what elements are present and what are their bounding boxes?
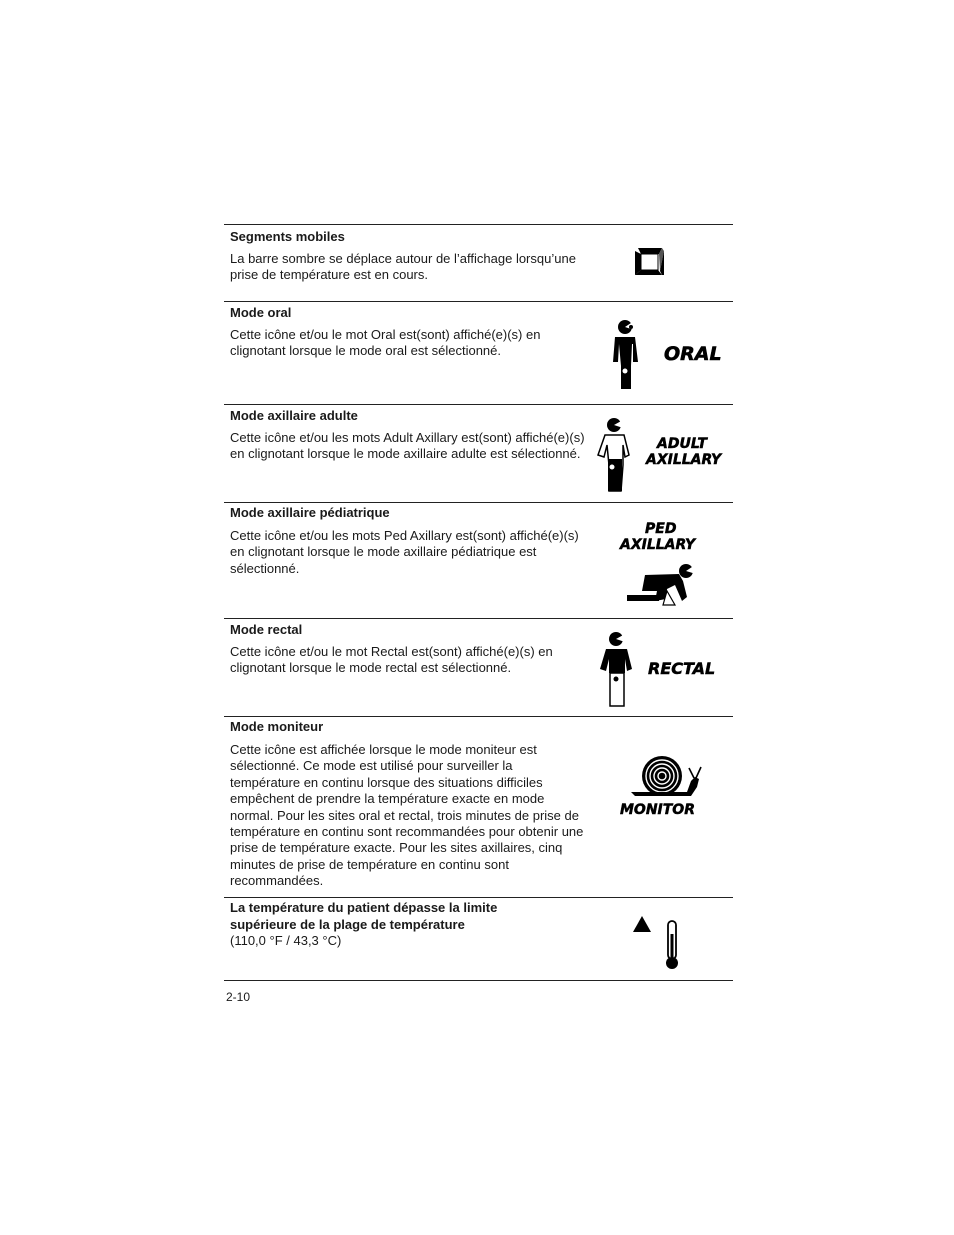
table-row-oral-mode xyxy=(224,301,733,404)
snail-monitor-icon xyxy=(617,753,717,819)
ped-label: PED xyxy=(645,521,677,537)
row-description: Cette icône et/ou le mot Oral est(sont) affiché(e)(s) en clignotant lorsque le mode oral est sélectionné. xyxy=(230,327,541,359)
rectal-figure-icon xyxy=(596,629,726,707)
monitor-label: MONITOR xyxy=(620,802,695,818)
row-title: La température du patient dépasse la limite supérieure de la plage de température xyxy=(230,900,498,932)
row-title: Mode oral xyxy=(230,305,292,320)
axillary-label: AXILLARY xyxy=(620,537,696,553)
row-description: Cette icône est affichée lorsque le mode moniteur est sélectionné. Ce mode est utilisé pour surveiller la température en continu lorsque des situations difficiles empêchent de prendre la température exacte en mode normal. Pour les sites oral et rectal, trois minutes de prise de température en continu sont recommandées pour obtenir une prise de température exacte. Pour les sites axillaires, cinq minutes de prise de température en continu sont recommandées. xyxy=(230,742,584,889)
oral-label: ORAL xyxy=(664,343,722,365)
row-description: Cette icône et/ou les mots Ped Axillary est(sont) affiché(e)(s) en clignotant lorsque le mode axillaire pédiatrique est sélectionné. xyxy=(230,528,579,576)
table-row-moving-segments xyxy=(224,224,733,301)
adult-axillary-figure-icon xyxy=(594,415,724,493)
icon-reference-table xyxy=(224,224,733,981)
row-description: Cette icône et/ou le mot Rectal est(sont) affiché(e)(s) en clignotant lorsque le mode rectal est sélectionné. xyxy=(230,644,553,676)
row-title: Mode rectal xyxy=(230,622,303,637)
table-row-pediatric-axillary xyxy=(224,502,733,618)
row-title: Segments mobiles xyxy=(230,229,345,244)
table-row-temperature-high xyxy=(224,897,733,981)
row-description: (110,0 °F / 43,3 °C) xyxy=(230,933,342,948)
page-number: 2-10 xyxy=(226,990,251,1004)
rectal-label: RECTAL xyxy=(648,659,716,678)
oral-figure-icon xyxy=(604,318,724,392)
table-row-rectal-mode xyxy=(224,618,733,716)
pediatric-axillary-figure-icon xyxy=(617,519,727,611)
adult-label: ADULT xyxy=(657,436,707,452)
row-description: Cette icône et/ou les mots Adult Axillary est(sont) affiché(e)(s) en clignotant lorsque le mode axillaire adulte est sélectionné. xyxy=(230,430,585,462)
table-row-adult-axillary xyxy=(224,404,733,502)
row-title: Mode axillaire pédiatrique xyxy=(230,505,390,520)
row-description: La barre sombre se déplace autour de l’affichage lorsqu’une prise de température est en cours. xyxy=(230,251,576,283)
rotating-segment-icon xyxy=(632,245,666,279)
table-row-monitor-mode xyxy=(224,716,733,897)
row-title: Mode moniteur xyxy=(230,719,324,734)
row-title: Mode axillaire adulte xyxy=(230,408,358,423)
axillary-label: AXILLARY xyxy=(646,452,722,468)
thermometer-high-icon xyxy=(632,914,682,970)
up-arrow-icon xyxy=(633,916,651,932)
